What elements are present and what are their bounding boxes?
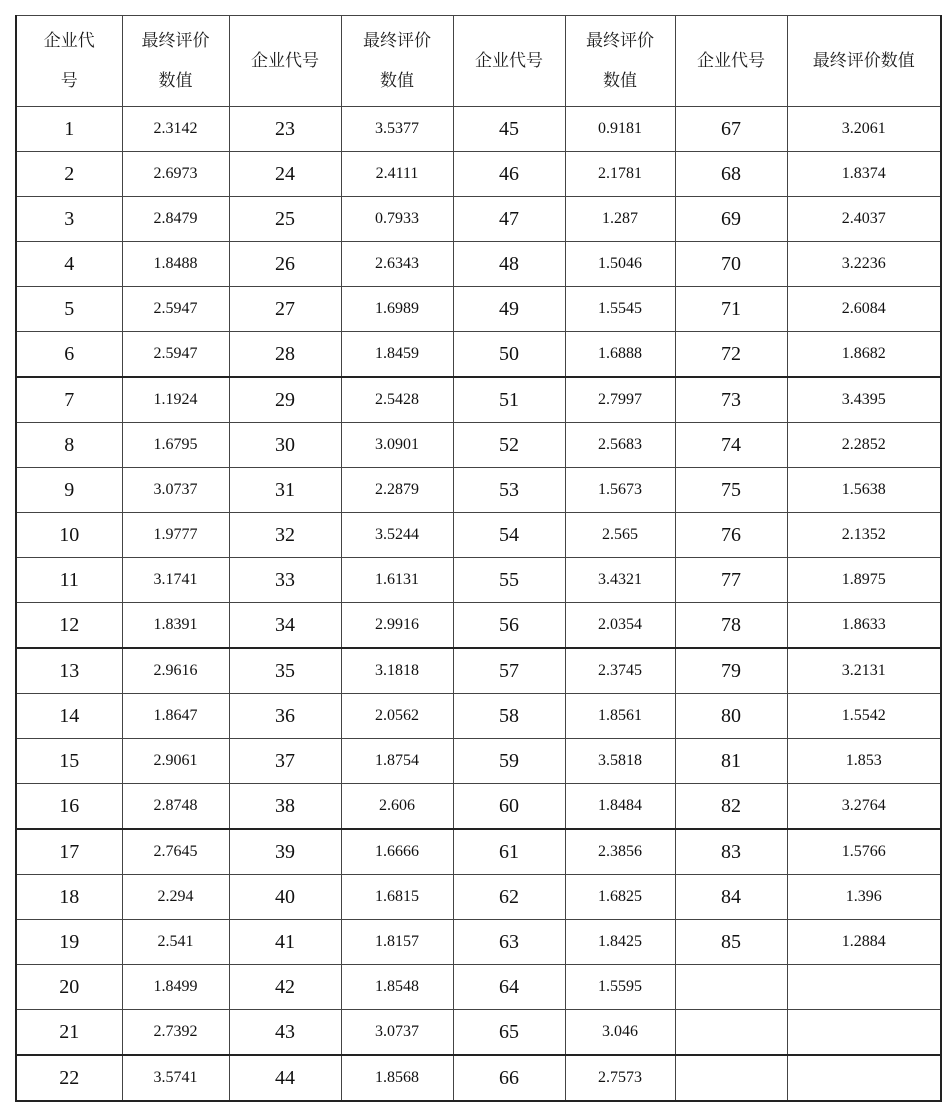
cell-code-2: 40 (229, 875, 341, 920)
cell-value-4 (787, 1055, 941, 1101)
cell-value-4: 3.2061 (787, 107, 941, 152)
cell-value-1: 2.6973 (122, 152, 229, 197)
cell-code-4: 73 (675, 377, 787, 423)
table-row (16, 377, 941, 423)
cell-value-3: 1.5595 (565, 965, 675, 1010)
cell-value-3: 1.5545 (565, 287, 675, 332)
cell-code-4: 80 (675, 694, 787, 739)
table-row (16, 965, 941, 1010)
cell-value-1: 2.541 (122, 920, 229, 965)
cell-value-2: 1.6815 (341, 875, 453, 920)
cell-value-3: 2.7997 (565, 377, 675, 423)
cell-value-1: 2.8479 (122, 197, 229, 242)
cell-value-1: 1.8391 (122, 603, 229, 649)
cell-value-3: 3.046 (565, 1010, 675, 1056)
cell-code-3: 63 (453, 920, 565, 965)
cell-code-4: 78 (675, 603, 787, 649)
table-row (16, 1010, 941, 1056)
cell-value-2: 2.2879 (341, 468, 453, 513)
cell-code-3: 56 (453, 603, 565, 649)
cell-value-2: 2.6343 (341, 242, 453, 287)
cell-code-2: 31 (229, 468, 341, 513)
cell-code-3: 65 (453, 1010, 565, 1056)
cell-code-2: 24 (229, 152, 341, 197)
cell-code-3: 64 (453, 965, 565, 1010)
table-row (16, 1055, 941, 1101)
cell-code-1: 14 (16, 694, 122, 739)
cell-code-1: 17 (16, 829, 122, 875)
cell-value-4: 1.2884 (787, 920, 941, 965)
cell-value-3: 1.5673 (565, 468, 675, 513)
cell-code-3: 62 (453, 875, 565, 920)
cell-value-2: 3.5377 (341, 107, 453, 152)
header-enterprise-code-4: 企业代号 (675, 16, 787, 107)
cell-code-3: 54 (453, 513, 565, 558)
cell-value-2: 0.7933 (341, 197, 453, 242)
cell-value-4: 1.396 (787, 875, 941, 920)
cell-value-1: 2.7645 (122, 829, 229, 875)
cell-code-2: 28 (229, 332, 341, 378)
cell-value-2: 2.5428 (341, 377, 453, 423)
table-row (16, 513, 941, 558)
cell-value-1: 2.294 (122, 875, 229, 920)
cell-code-4: 82 (675, 784, 787, 830)
cell-value-1: 2.9616 (122, 648, 229, 694)
cell-code-1: 3 (16, 197, 122, 242)
cell-value-2: 3.5244 (341, 513, 453, 558)
cell-value-4: 1.8975 (787, 558, 941, 603)
cell-value-2: 1.8548 (341, 965, 453, 1010)
cell-value-4: 2.2852 (787, 423, 941, 468)
table-row (16, 603, 941, 649)
cell-code-1: 2 (16, 152, 122, 197)
cell-value-1: 2.8748 (122, 784, 229, 830)
cell-value-2: 2.0562 (341, 694, 453, 739)
cell-value-1: 3.1741 (122, 558, 229, 603)
cell-code-3: 55 (453, 558, 565, 603)
header-text: 号 (60, 71, 78, 91)
cell-value-4: 1.853 (787, 739, 941, 784)
cell-code-4: 70 (675, 242, 787, 287)
cell-code-4: 71 (675, 287, 787, 332)
cell-code-3: 52 (453, 423, 565, 468)
table-row (16, 739, 941, 784)
cell-value-3: 1.287 (565, 197, 675, 242)
cell-value-2: 1.6131 (341, 558, 453, 603)
cell-code-2: 32 (229, 513, 341, 558)
header-text: 最终评价 (363, 31, 431, 51)
table-row (16, 829, 941, 875)
cell-value-3: 2.3745 (565, 648, 675, 694)
cell-value-3: 1.8425 (565, 920, 675, 965)
cell-value-4: 1.8682 (787, 332, 941, 378)
cell-code-4: 79 (675, 648, 787, 694)
cell-code-3: 50 (453, 332, 565, 378)
cell-value-4: 3.4395 (787, 377, 941, 423)
cell-value-1: 1.8488 (122, 242, 229, 287)
cell-code-4: 72 (675, 332, 787, 378)
cell-code-1: 11 (16, 558, 122, 603)
cell-value-1: 3.5741 (122, 1055, 229, 1101)
header-row (16, 16, 941, 107)
cell-code-2: 29 (229, 377, 341, 423)
table-row (16, 332, 941, 378)
cell-code-3: 57 (453, 648, 565, 694)
cell-code-3: 66 (453, 1055, 565, 1101)
cell-value-2: 2.9916 (341, 603, 453, 649)
header-enterprise-code-3: 企业代号 (453, 16, 565, 107)
cell-value-3: 3.5818 (565, 739, 675, 784)
cell-code-3: 47 (453, 197, 565, 242)
cell-code-3: 60 (453, 784, 565, 830)
cell-code-4: 85 (675, 920, 787, 965)
cell-code-4: 74 (675, 423, 787, 468)
cell-value-4: 3.2131 (787, 648, 941, 694)
cell-code-3: 49 (453, 287, 565, 332)
header-text: 数值 (380, 71, 414, 91)
header-final-value-1 (122, 16, 229, 107)
table-row (16, 152, 941, 197)
cell-code-1: 7 (16, 377, 122, 423)
cell-value-4: 2.4037 (787, 197, 941, 242)
cell-value-2: 1.8754 (341, 739, 453, 784)
cell-code-3: 46 (453, 152, 565, 197)
cell-value-3: 2.565 (565, 513, 675, 558)
cell-code-1: 4 (16, 242, 122, 287)
cell-value-3: 0.9181 (565, 107, 675, 152)
cell-value-4: 3.2764 (787, 784, 941, 830)
cell-value-4: 2.1352 (787, 513, 941, 558)
cell-value-3: 1.8484 (565, 784, 675, 830)
cell-value-2: 1.6989 (341, 287, 453, 332)
cell-value-1: 1.9777 (122, 513, 229, 558)
table-row (16, 242, 941, 287)
cell-value-1: 2.7392 (122, 1010, 229, 1056)
cell-value-4 (787, 965, 941, 1010)
cell-code-2: 26 (229, 242, 341, 287)
header-final-value-3 (565, 16, 675, 107)
cell-value-4: 3.2236 (787, 242, 941, 287)
header-final-value-2 (341, 16, 453, 107)
cell-code-1: 5 (16, 287, 122, 332)
cell-code-1: 21 (16, 1010, 122, 1056)
cell-code-4: 67 (675, 107, 787, 152)
cell-value-4: 1.5542 (787, 694, 941, 739)
table-row (16, 875, 941, 920)
cell-value-2: 2.606 (341, 784, 453, 830)
table-row (16, 694, 941, 739)
cell-code-1: 9 (16, 468, 122, 513)
cell-code-2: 33 (229, 558, 341, 603)
cell-code-2: 27 (229, 287, 341, 332)
cell-code-3: 61 (453, 829, 565, 875)
cell-value-2: 2.4111 (341, 152, 453, 197)
cell-code-2: 38 (229, 784, 341, 830)
cell-value-1: 1.1924 (122, 377, 229, 423)
cell-value-2: 3.0737 (341, 1010, 453, 1056)
cell-code-2: 30 (229, 423, 341, 468)
cell-value-3: 1.5046 (565, 242, 675, 287)
cell-code-2: 36 (229, 694, 341, 739)
cell-value-3: 2.5683 (565, 423, 675, 468)
cell-code-2: 25 (229, 197, 341, 242)
cell-code-2: 34 (229, 603, 341, 649)
cell-code-4: 83 (675, 829, 787, 875)
table-row (16, 107, 941, 152)
cell-code-1: 10 (16, 513, 122, 558)
header-text: 数值 (158, 71, 193, 91)
cell-value-2: 1.6666 (341, 829, 453, 875)
cell-code-1: 16 (16, 784, 122, 830)
cell-value-1: 2.9061 (122, 739, 229, 784)
table-row (16, 648, 941, 694)
cell-code-2: 43 (229, 1010, 341, 1056)
cell-value-2: 3.1818 (341, 648, 453, 694)
table-row (16, 197, 941, 242)
header-enterprise-code-1 (16, 16, 122, 107)
cell-code-1: 20 (16, 965, 122, 1010)
cell-code-2: 23 (229, 107, 341, 152)
cell-value-3: 2.3856 (565, 829, 675, 875)
table-row (16, 468, 941, 513)
cell-value-4: 1.8374 (787, 152, 941, 197)
cell-value-3: 2.1781 (565, 152, 675, 197)
header-final-value-4: 最终评价数值 (787, 16, 941, 107)
cell-code-1: 8 (16, 423, 122, 468)
cell-value-3: 1.6888 (565, 332, 675, 378)
cell-value-3: 2.7573 (565, 1055, 675, 1101)
cell-code-4: 84 (675, 875, 787, 920)
header-text: 企业代 (43, 31, 95, 51)
cell-code-2: 44 (229, 1055, 341, 1101)
cell-code-4 (675, 1010, 787, 1056)
cell-code-1: 1 (16, 107, 122, 152)
table-body (16, 107, 941, 1102)
cell-code-3: 58 (453, 694, 565, 739)
cell-code-1: 22 (16, 1055, 122, 1101)
table-row (16, 784, 941, 830)
cell-value-3: 3.4321 (565, 558, 675, 603)
table-row (16, 920, 941, 965)
cell-code-4: 68 (675, 152, 787, 197)
cell-code-3: 53 (453, 468, 565, 513)
header-text: 最终评价 (586, 31, 654, 51)
cell-value-4: 1.5638 (787, 468, 941, 513)
cell-value-4: 1.5766 (787, 829, 941, 875)
cell-code-2: 37 (229, 739, 341, 784)
cell-value-2: 1.8568 (341, 1055, 453, 1101)
cell-value-1: 2.5947 (122, 332, 229, 378)
cell-code-1: 13 (16, 648, 122, 694)
cell-code-4: 69 (675, 197, 787, 242)
table-row (16, 558, 941, 603)
header-enterprise-code-2: 企业代号 (229, 16, 341, 107)
cell-code-3: 51 (453, 377, 565, 423)
cell-code-1: 19 (16, 920, 122, 965)
cell-value-2: 1.8157 (341, 920, 453, 965)
cell-value-4: 2.6084 (787, 287, 941, 332)
cell-value-2: 3.0901 (341, 423, 453, 468)
cell-code-1: 15 (16, 739, 122, 784)
cell-code-4: 76 (675, 513, 787, 558)
table-row (16, 423, 941, 468)
cell-value-1: 1.6795 (122, 423, 229, 468)
cell-code-2: 41 (229, 920, 341, 965)
cell-code-2: 39 (229, 829, 341, 875)
cell-value-2: 1.8459 (341, 332, 453, 378)
cell-code-3: 59 (453, 739, 565, 784)
cell-code-1: 6 (16, 332, 122, 378)
cell-code-4 (675, 965, 787, 1010)
cell-value-1: 1.8647 (122, 694, 229, 739)
cell-value-4 (787, 1010, 941, 1056)
cell-value-1: 2.3142 (122, 107, 229, 152)
cell-code-2: 42 (229, 965, 341, 1010)
cell-code-4: 75 (675, 468, 787, 513)
evaluation-table (15, 15, 942, 1102)
cell-code-3: 45 (453, 107, 565, 152)
cell-code-4: 77 (675, 558, 787, 603)
cell-value-4: 1.8633 (787, 603, 941, 649)
cell-value-3: 2.0354 (565, 603, 675, 649)
cell-code-1: 18 (16, 875, 122, 920)
cell-code-4 (675, 1055, 787, 1101)
cell-value-1: 2.5947 (122, 287, 229, 332)
cell-value-1: 1.8499 (122, 965, 229, 1010)
cell-code-4: 81 (675, 739, 787, 784)
table-row (16, 287, 941, 332)
header-text: 数值 (603, 71, 637, 91)
cell-code-1: 12 (16, 603, 122, 649)
cell-value-3: 1.8561 (565, 694, 675, 739)
cell-value-1: 3.0737 (122, 468, 229, 513)
cell-code-3: 48 (453, 242, 565, 287)
cell-code-2: 35 (229, 648, 341, 694)
header-text: 最终评价 (141, 31, 210, 51)
cell-value-3: 1.6825 (565, 875, 675, 920)
